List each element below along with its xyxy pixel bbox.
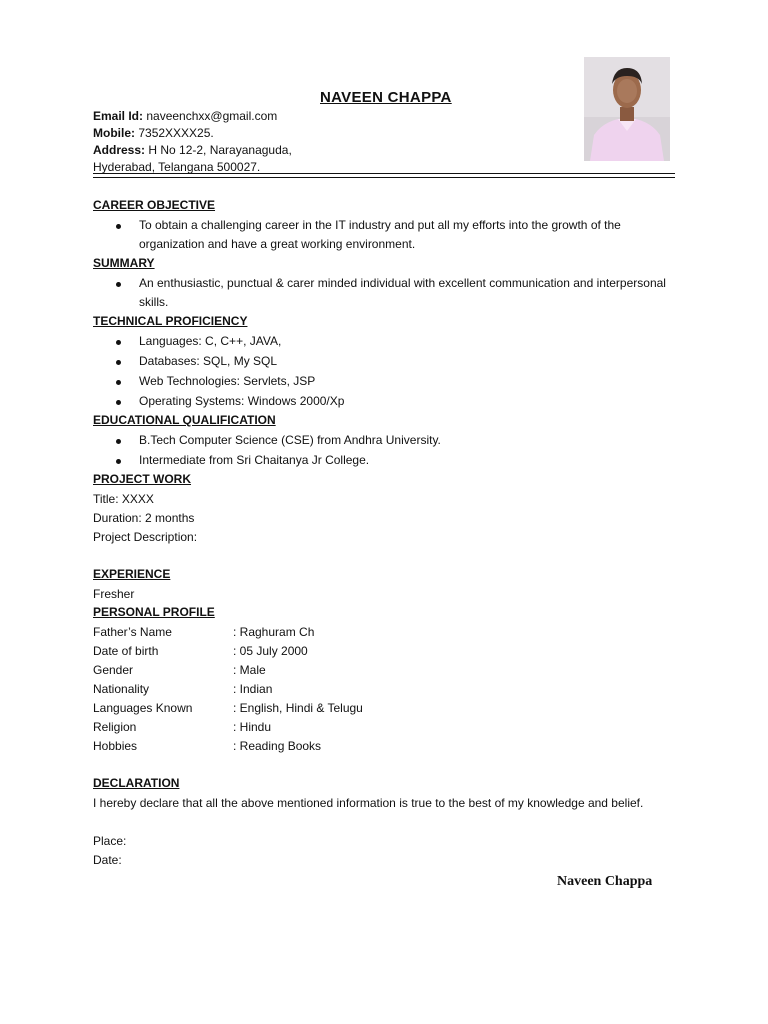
signature-name: Naveen Chappa [557, 874, 653, 889]
declaration-text: I hereby declare that all the above mentioned information is true to the best of my knowledge and belief. [93, 796, 644, 810]
list-item: An enthusiastic, punctual & carer minded individual with excellent communication and interpersonal skills. [93, 274, 678, 312]
address-label: Address: [93, 143, 146, 157]
resume-body [93, 197, 678, 870]
personal-row: Nationality : Indian [93, 682, 273, 696]
list-item: Intermediate from Sri Chaitanya Jr College. [93, 451, 678, 470]
bullet-icon [116, 439, 121, 444]
bullet-icon [116, 340, 121, 345]
project-title: Title: XXXX [93, 492, 154, 506]
contact-block [93, 108, 292, 176]
list-item: Languages: C, C++, JAVA, [93, 332, 678, 351]
bullet-icon [116, 360, 121, 365]
date-label: Date: [93, 853, 122, 867]
address-line [93, 142, 292, 159]
email-value: naveenchxx@gmail.com [146, 109, 278, 123]
list-item: To obtain a challenging career in the IT industry and put all my efforts into the growth of the organization and have a great working environment. [93, 216, 678, 254]
personal-row: Date of birth : 05 July 2000 [93, 644, 308, 658]
personal-row: Father’s Name : Raghuram Ch [93, 625, 315, 639]
personal-row: Languages Known : English, Hindi & Telugu [93, 701, 363, 715]
address-line-1: H No 12-2, Narayanaguda, [148, 143, 292, 157]
education-heading: EDUCATIONAL QUALIFICATION [93, 413, 276, 427]
email-label: Email Id: [93, 109, 144, 123]
profile-photo [584, 57, 670, 161]
spacer [93, 547, 678, 566]
person-photo-icon [584, 57, 670, 161]
header-divider-top [93, 173, 675, 174]
career-objective-list [93, 216, 678, 254]
mobile-label: Mobile: [93, 126, 135, 140]
address-line-2: Hyderabad, Telangana 500027. [93, 160, 261, 174]
bullet-icon [116, 380, 121, 385]
list-item: Databases: SQL, My SQL [93, 352, 678, 371]
mobile-value: 7352XXXX25. [138, 126, 214, 140]
personal-row: Hobbies : Reading Books [93, 739, 322, 753]
project-duration: Duration: 2 months [93, 511, 195, 525]
career-objective-heading: CAREER OBJECTIVE [93, 198, 216, 212]
technical-list [93, 332, 678, 411]
personal-row: Religion : Hindu [93, 720, 272, 734]
personal-heading: PERSONAL PROFILE [93, 605, 215, 619]
project-heading: PROJECT WORK [93, 472, 192, 486]
bullet-icon [116, 224, 121, 229]
bullet-icon [116, 400, 121, 405]
project-description: Project Description: [93, 530, 198, 544]
list-item: Operating Systems: Windows 2000/Xp [93, 392, 678, 411]
spacer [93, 813, 678, 832]
bullet-icon [116, 282, 121, 287]
education-list [93, 431, 678, 470]
candidate-name: NAVEEN CHAPPA [320, 89, 452, 106]
spacer [93, 756, 678, 775]
summary-heading: SUMMARY [93, 256, 155, 270]
experience-value: Fresher [93, 587, 135, 601]
summary-list [93, 274, 678, 312]
experience-heading: EXPERIENCE [93, 567, 171, 581]
declaration-heading: DECLARATION [93, 776, 180, 790]
header-divider-bottom [93, 177, 675, 178]
personal-row: Gender : Male [93, 663, 266, 677]
list-item: Web Technologies: Servlets, JSP [93, 372, 678, 391]
technical-heading: TECHNICAL PROFICIENCY [93, 314, 248, 328]
mobile-line [93, 125, 292, 142]
email-line [93, 108, 292, 125]
list-item: B.Tech Computer Science (CSE) from Andhra University. [93, 431, 678, 450]
place-label: Place: [93, 834, 127, 848]
bullet-icon [116, 459, 121, 464]
